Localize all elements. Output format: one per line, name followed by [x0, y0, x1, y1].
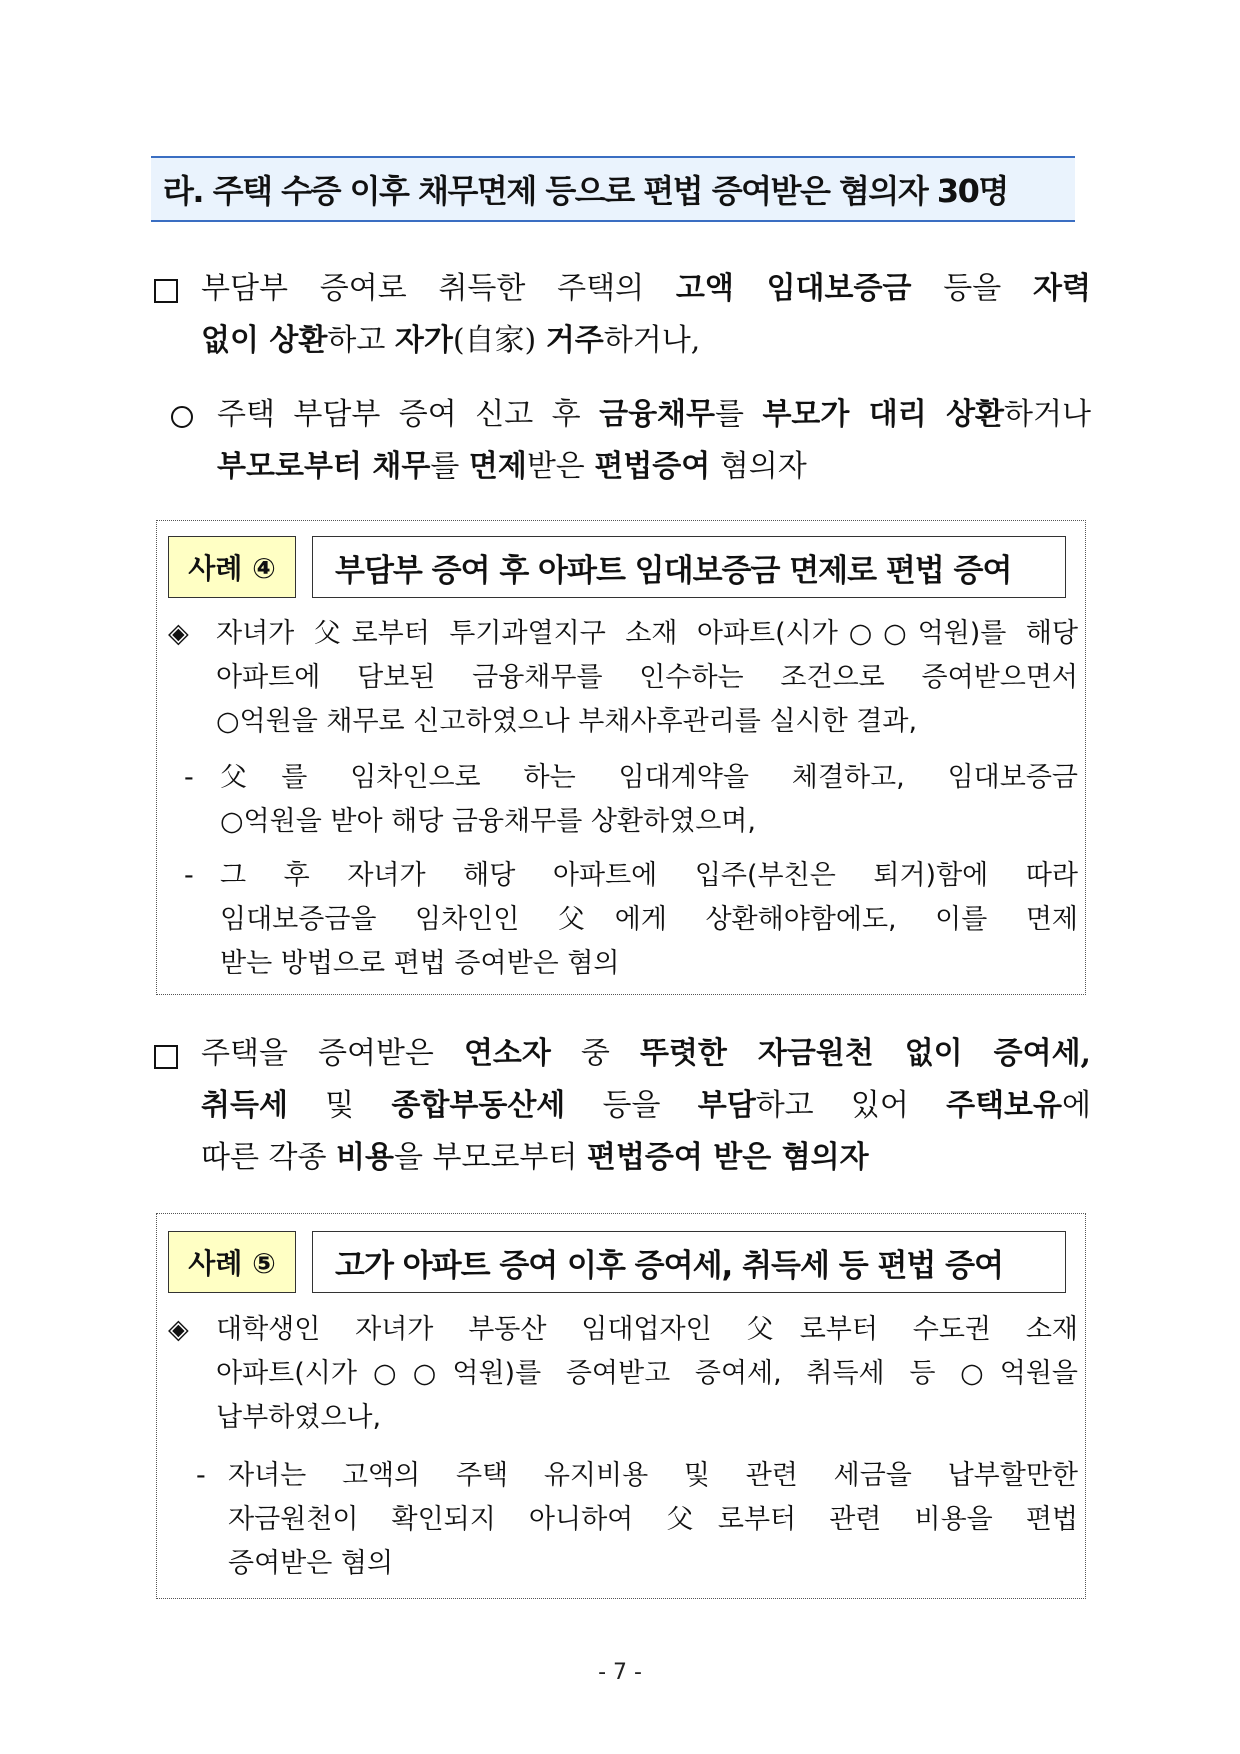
- dash-glyph: -: [184, 762, 194, 793]
- case-5-p1-line: 대학생인 자녀가 부동산 임대업자인 父로부터 수도권 소재: [216, 1314, 1078, 1345]
- text-span: 를: [430, 449, 469, 484]
- text-span-bold: 면제: [468, 449, 527, 484]
- case-4-p3-line: 임대보증금을 임차인인 父에게 상환해야함에도, 이를 면제: [220, 904, 1078, 935]
- case-4-p1-line: ○억원을 채무로 신고하였으나 부채사후관리를 실시한 결과,: [216, 706, 918, 737]
- text-span-bold: 부담: [697, 1088, 756, 1123]
- text-span-bold: 부모가 대리 상환: [762, 397, 1005, 432]
- circle-bullet-icon: [171, 406, 193, 428]
- case-4-paragraph-3: [220, 854, 1078, 986]
- diamond-bullet-icon: [168, 1308, 198, 1352]
- text-span-bold: 부모로부터 채무: [217, 449, 431, 484]
- paragraph-2-line-2: [201, 1080, 1091, 1132]
- case-4-title-text: 부담부 증여 후 아파트 임대보증금 면제로 편법 증여: [335, 552, 1012, 589]
- dash-bullet: [184, 854, 208, 898]
- text-span: 를: [715, 397, 763, 432]
- text-span-bold: 고액 임대보증금: [675, 271, 912, 306]
- text-span: 및: [287, 1088, 392, 1123]
- paragraph-2-line-3: [201, 1132, 1091, 1184]
- text-span: 주택 부담부 증여 신고 후: [217, 397, 600, 432]
- paragraph-1-line-1: [201, 263, 1091, 315]
- paragraph-1-sub-line-1: [217, 389, 1091, 441]
- case-5-p1-line: 아파트(시가○○억원)를 증여받고 증여세, 취득세 등 ○억원을: [216, 1358, 1078, 1389]
- text-span-bold: 편법증여 받은 혐의자: [586, 1140, 869, 1175]
- paragraph-1-cont: [201, 315, 1091, 367]
- text-span: 받은: [526, 449, 595, 484]
- paragraph-1-line-2: [201, 315, 1091, 367]
- text-span-bold: 자력: [1033, 271, 1091, 306]
- checkbox-bullet-icon: [154, 1045, 178, 1069]
- case-5-tag: [168, 1231, 296, 1293]
- case-5-p2-line: 자금원천이 확인되지 아니하여 父로부터 관련 비용을 편법: [228, 1504, 1078, 1535]
- dash-glyph: -: [184, 860, 194, 891]
- paragraph-2: [201, 1028, 1091, 1184]
- text-span: 등을: [911, 271, 1034, 306]
- paragraph-1: [201, 263, 1091, 315]
- text-span-bold: 금융채무: [599, 397, 716, 432]
- case-4-p2-line: 父를 임차인으로 하는 임대계약을 체결하고, 임대보증금: [220, 762, 1078, 793]
- text-span: 주택을 증여받은: [201, 1036, 464, 1071]
- case-4-p3-line: 받는 방법으로 편법 증여받은 혐의: [220, 948, 620, 979]
- case-5-tag-label: 사례 ⑤: [188, 1247, 276, 1280]
- case-5-p2-line: 증여받은 혐의: [228, 1548, 394, 1579]
- paragraph-2-line-1: [201, 1028, 1091, 1080]
- text-span: 부담부 증여로 취득한 주택의: [201, 271, 676, 306]
- case-4-tag: [168, 536, 296, 598]
- diamond-glyph: ◈: [168, 1314, 189, 1345]
- case-4-p3-line: 그 후 자녀가 해당 아파트에 입주(부친은 퇴거)함에 따라: [220, 860, 1078, 891]
- case-5-title-text: 고가 아파트 증여 이후 증여세, 취득세 등 편법 증여: [335, 1247, 1004, 1284]
- text-span-bold: 자가: [394, 323, 453, 358]
- text-span: 중: [550, 1036, 640, 1071]
- paragraph-1-sub: [217, 389, 1091, 441]
- text-span-bold: 뚜렷한 자금원천 없이 증여세,: [639, 1036, 1091, 1071]
- text-span: 에: [1062, 1088, 1091, 1123]
- text-span-bold: 비용: [336, 1140, 394, 1175]
- paragraph-1-sub-line-2: [217, 441, 1091, 493]
- case-5-title: [312, 1231, 1066, 1293]
- case-4-p1-line: 자녀가 父로부터 투기과열지구 소재 아파트(시가○○억원)를 해당: [216, 618, 1078, 649]
- text-span-bold: 취득세: [201, 1088, 288, 1123]
- text-span: 하거나,: [603, 323, 701, 358]
- dash-bullet: [184, 756, 208, 800]
- checkbox-bullet-icon: [154, 279, 178, 303]
- text-span: 하거나: [1004, 397, 1091, 432]
- text-span-bold: 없이 상환: [201, 323, 328, 358]
- text-span: 혐의자: [710, 449, 807, 484]
- case-5-p2-line: 자녀는 고액의 주택 유지비용 및 관련 세금을 납부할만한: [228, 1460, 1078, 1491]
- text-span-bold: 거주: [545, 323, 604, 358]
- diamond-glyph: ◈: [168, 618, 189, 649]
- case-5-paragraph-2: [228, 1454, 1078, 1586]
- section-header-text: 라. 주택 수증 이후 채무면제 등으로 편법 증여받은 혐의자 30명: [163, 172, 1008, 210]
- text-span-bold: 편법증여: [594, 449, 711, 484]
- text-span: 하고 있어: [755, 1088, 947, 1123]
- text-span: (自家): [452, 323, 546, 358]
- case-4-paragraph-2: [220, 756, 1078, 844]
- page-number: - 7 -: [598, 1660, 642, 1685]
- case-5-paragraph-1: [216, 1308, 1078, 1440]
- text-span: 하고: [327, 323, 395, 358]
- case-4-title: [312, 536, 1066, 598]
- paragraph-1-sub-cont: [217, 441, 1091, 493]
- text-span-bold: 주택보유: [946, 1088, 1063, 1123]
- diamond-bullet-icon: [168, 612, 198, 656]
- case-4-paragraph-1: [216, 612, 1078, 744]
- dash-bullet: [196, 1454, 220, 1498]
- text-span: 을 부모로부터: [393, 1140, 587, 1175]
- dash-glyph: -: [196, 1460, 206, 1491]
- case-4-p2-line: ○억원을 받아 해당 금융채무를 상환하였으며,: [220, 806, 756, 837]
- case-5-p1-line: 납부하였으나,: [216, 1402, 382, 1433]
- text-span: 등을: [565, 1088, 698, 1123]
- text-span-bold: 종합부동산세: [391, 1088, 566, 1123]
- case-4-p1-line: 아파트에 담보된 금융채무를 인수하는 조건으로 증여받으면서: [216, 662, 1078, 693]
- section-header: [151, 156, 1075, 222]
- text-span-bold: 연소자: [463, 1036, 551, 1071]
- case-4-tag-label: 사례 ④: [188, 552, 276, 585]
- text-span: 따른 각종: [201, 1140, 336, 1175]
